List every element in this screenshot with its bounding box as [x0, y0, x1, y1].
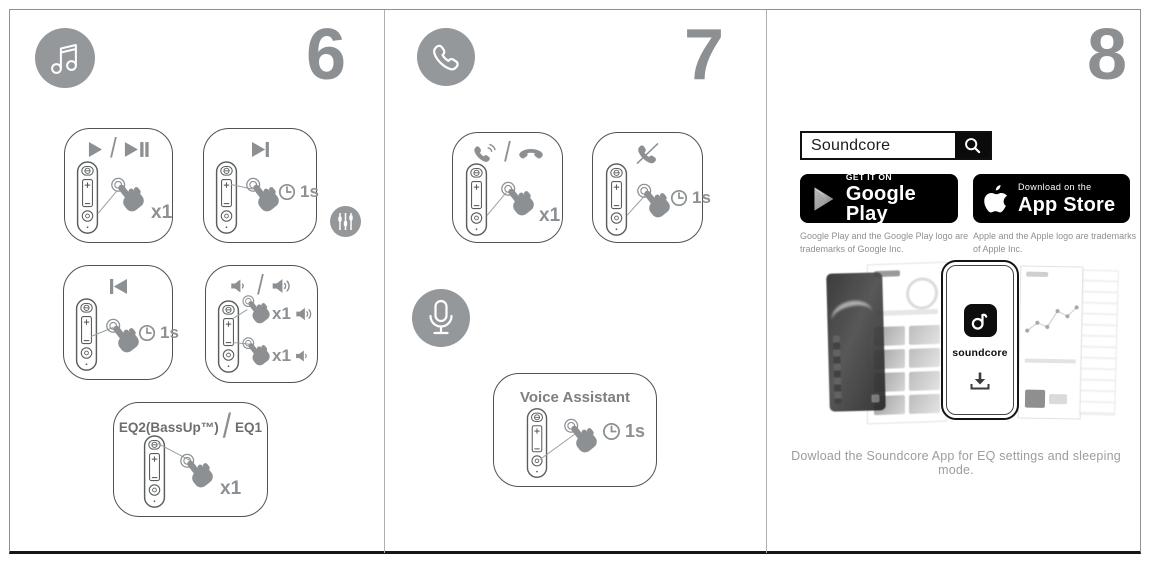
press-count: x1 — [220, 478, 242, 499]
slash-separator: / — [222, 407, 232, 446]
play-pause-icon — [124, 141, 149, 158]
search-query-text: Soundcore — [811, 136, 891, 154]
control-stick — [603, 161, 630, 239]
google-play-tagline: GET IT ON — [845, 171, 892, 182]
slash-separator: / — [504, 136, 511, 168]
app-screenshot-side — [1079, 270, 1119, 416]
microphone-icon — [412, 289, 470, 347]
press-count: x1 — [151, 202, 173, 223]
section-number-7: 7 — [683, 15, 722, 95]
hold-duration: 1s — [138, 323, 179, 343]
hold-duration: 1s — [670, 188, 711, 208]
card-previous-track — [63, 265, 179, 380]
clock-icon — [602, 422, 621, 441]
app-screenshot-eq — [1018, 265, 1084, 419]
panel-divider-2 — [766, 10, 767, 553]
card-eq-toggle — [113, 402, 268, 517]
search-magnifier-icon — [963, 136, 982, 155]
card-answer-end-call — [452, 132, 563, 243]
volume-up-icon — [295, 307, 314, 321]
slash-separator: / — [257, 269, 264, 301]
card-voice-assistant — [493, 373, 657, 487]
card-reject-call — [592, 132, 711, 243]
hold-duration: 1s — [278, 182, 319, 202]
phone-call-icon — [417, 28, 475, 86]
reject-call-icon — [635, 142, 660, 165]
section-number-8: 8 — [1086, 15, 1125, 95]
apple-icon — [984, 184, 1009, 214]
control-stick — [463, 161, 490, 239]
download-arrow-icon — [969, 371, 991, 391]
control-stick — [524, 406, 550, 481]
card-next-track — [203, 128, 317, 243]
card-play-pause — [64, 128, 173, 243]
press-hand-icon — [497, 179, 545, 221]
google-play-icon — [813, 184, 835, 214]
equalizer-sliders-icon — [330, 206, 361, 237]
eq2-label: EQ2(BassUp™) — [118, 419, 219, 435]
control-stick — [141, 433, 168, 511]
panel-divider-1 — [384, 10, 385, 553]
apple-trademark: Apple and the Apple logo are trademarks of Apple Inc. — [973, 231, 1137, 254]
volume-down-icon — [230, 278, 250, 294]
volume-down-press: x1 — [272, 346, 312, 366]
press-count: x1 — [539, 205, 561, 226]
card-volume — [205, 265, 318, 383]
eq-toggle-title — [114, 407, 267, 446]
control-stick — [213, 159, 240, 237]
clock-icon — [278, 183, 296, 201]
soundcore-wordmark: soundcore — [952, 347, 1008, 359]
soundcore-app-icon — [964, 304, 997, 337]
app-screens-collage — [815, 257, 1117, 430]
google-play-store-name: Google Play — [845, 183, 916, 226]
volume-up-press: x1 — [272, 304, 314, 324]
control-stick — [74, 159, 101, 237]
search-bar — [800, 131, 992, 160]
music-notes-icon — [35, 28, 95, 88]
slash-separator: / — [110, 132, 117, 164]
app-store-badge — [973, 174, 1130, 223]
end-call-icon — [518, 146, 544, 161]
download-caption: Dowload the Soundcore App for EQ settings and sleeping mode. — [791, 449, 1121, 477]
next-track-icon — [251, 141, 270, 158]
soundcore-app-phone — [941, 260, 1019, 420]
press-hand-icon — [176, 451, 224, 493]
app-screenshot-dark — [826, 272, 886, 411]
app-store-tagline: Download on the — [1018, 181, 1092, 192]
search-button — [955, 133, 990, 158]
clock-icon — [138, 324, 156, 342]
press-hand-icon — [107, 175, 155, 217]
section-number-6: 6 — [305, 15, 344, 95]
google-play-trademark: Google Play and the Google Play logo are trademarks of Google Inc. — [800, 231, 969, 254]
play-icon — [88, 141, 103, 158]
hold-duration: 1s — [602, 421, 645, 442]
google-play-badge — [800, 171, 958, 226]
app-store-name: App Store — [1018, 193, 1116, 216]
eq1-label: EQ1 — [235, 419, 263, 435]
volume-up-icon — [271, 278, 293, 294]
previous-track-icon — [109, 278, 128, 295]
control-stick — [215, 298, 242, 376]
press-hand-icon — [560, 416, 608, 458]
clock-icon — [670, 189, 688, 207]
volume-down-icon — [295, 349, 312, 363]
voice-assistant-title: Voice Assistant — [519, 389, 631, 406]
